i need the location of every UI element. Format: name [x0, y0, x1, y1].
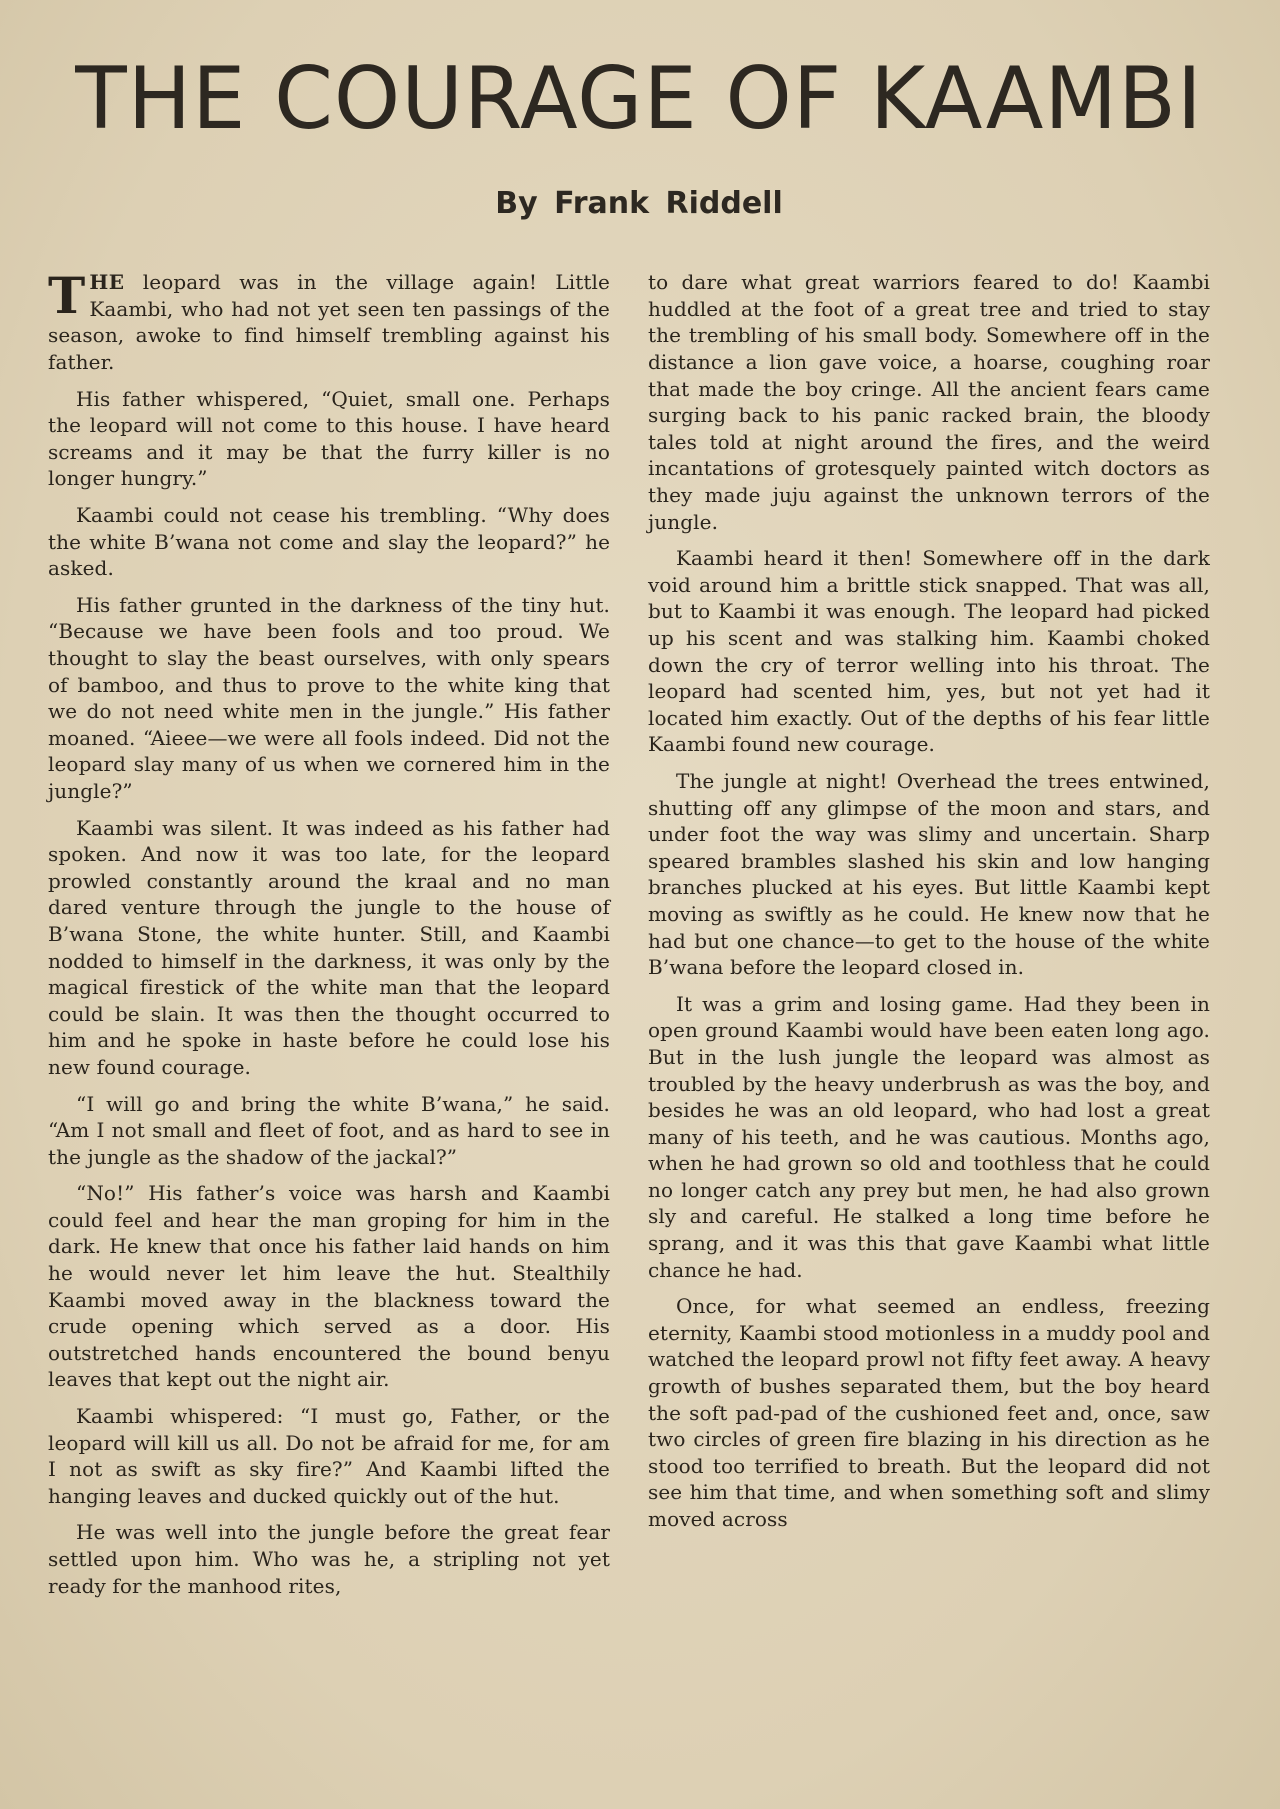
story-title: THE COURAGE OF KAAMBI [75, 49, 1203, 149]
right-column [648, 269, 1210, 1609]
paragraph: He was well into the jungle before the great fear settled upon him. Who was he, a stripling not yet ready for the manhood rites, [48, 1520, 610, 1598]
paragraph: to dare what great warriors feared to do! Kaambi huddled at the foot of a great tree and tried to stay the trembling of his small body. Somewhere off in the distance a lion gave voice, a hoarse, coughing roar that made the boy cringe. All the ancient fears came surging back to his panic racked brain, the bloody tales told at night around the fires, and the weird incantations of grotesquely painted witch doctors as they made juju against the unknown terrors of the jungle. [648, 270, 1210, 534]
paragraph: The jungle at night! Overhead the trees entwined, shutting off any glimpse of the moon and stars, and under foot the way was slimy and uncertain. Sharp speared brambles slashed his skin and low hanging branches plucked at his eyes. But little Kaambi kept moving as swiftly as he could. He knew now that he had but one chance—to get to the house of the white B’wana before the leopard closed in. [648, 768, 1210, 980]
drop-cap: T [48, 266, 86, 326]
paragraph: “No!” His father’s voice was harsh and Kaambi could feel and hear the man groping for him in the dark. He knew that once his father laid hands on him he would never let him leave the hut. Stealthily Kaambi moved away in the blackness toward the crude opening which served as a door. His outstretched hands encountered the bound benyu leaves that kept out the night air. [48, 1181, 610, 1392]
paragraph: It was a grim and losing game. Had they been in open ground Kaambi would have been eaten long ago. But in the lush jungle the leopard was almost as troubled by the heavy underbrush as was the boy, and besides he was an old leopard, who had lost a great many of his teeth, and he was cautious. Months ago, when he had grown so old and toothless that he could no longer catch any prey but men, he had also grown sly and careful. He stalked a long time before he sprang, and it was this that gave Kaambi what little chance he had. [648, 991, 1210, 1282]
first-word: HE [89, 270, 125, 295]
paragraph: Kaambi could not cease his trembling. “Why does the white B’wana not come and slay the leopard?” he asked. [48, 503, 610, 581]
paragraph: Kaambi whispered: “I must go, Father, or the leopard will kill us all. Do not be afraid for me, for am I not as swift as sky fire?” And Kaambi lifted the hanging leaves and ducked quickly out of the hut. [48, 1404, 610, 1508]
paragraph: Once, for what seemed an endless, freezing eternity, Kaambi stood motionless in a muddy pool and watched the leopard prowl not fifty feet away. A heavy growth of bushes separated them, but the boy heard the soft pad-pad of the cushioned feet and, once, saw two circles of green fire blazing in his direction as he stood too terrified to breath. But the leopard did not see him that time, and when something soft and slimy moved across [648, 1294, 1210, 1532]
left-column [48, 266, 610, 1609]
paragraph: His father whispered, “Quiet, small one. Perhaps the leopard will not come to this house. I have heard screams and it may be that the furry killer is no longer hungry.” [48, 386, 610, 491]
byline: By Frank Riddell [495, 186, 783, 222]
paragraph-text: leopard was in the village again! Little Kaambi, who had not yet seen ten passings of the season, awoke to find himself trembling against his father. [48, 270, 610, 375]
paragraph: His father grunted in the darkness of the tiny hut. “Because we have been fools and too proud. We thought to slay the beast ourselves, with only spears of bamboo, and thus to prove to the white king that we do not need white men in the jungle.” His father moaned. “Aieee—we were all fools indeed. Did not the leopard slay many of us when we cornered him in the jungle?” [48, 592, 610, 803]
paragraph: Kaambi was silent. It was indeed as his father had spoken. And now it was too late, for the leopard prowled constantly around the kraal and no man dared venture through the jungle to the house of B’wana Stone, the white hunter. Still, and Kaambi nodded to himself in the darkness, it was only by the magical firestick of the white man that the leopard could be slain. It was then the thought occurred to him and he spoke in haste before he could lose his new found courage. [48, 815, 610, 1079]
paragraph [48, 266, 610, 375]
article-body [48, 266, 1230, 1609]
paragraph: “I will go and bring the white B’wana,” he said. “Am I not small and fleet of foot, and as hard to see in the jungle as the shadow of the jackal?” [48, 1091, 610, 1169]
paragraph: Kaambi heard it then! Somewhere off in the dark void around him a brittle stick snapped. That was all, but to Kaambi it was enough. The leopard had picked up his scent and was stalking him. Kaambi choked down the cry of terror welling into his throat. The leopard had scented him, yes, but not yet had it located him exactly. Out of the depths of his fear little Kaambi found new courage. [648, 546, 1210, 757]
